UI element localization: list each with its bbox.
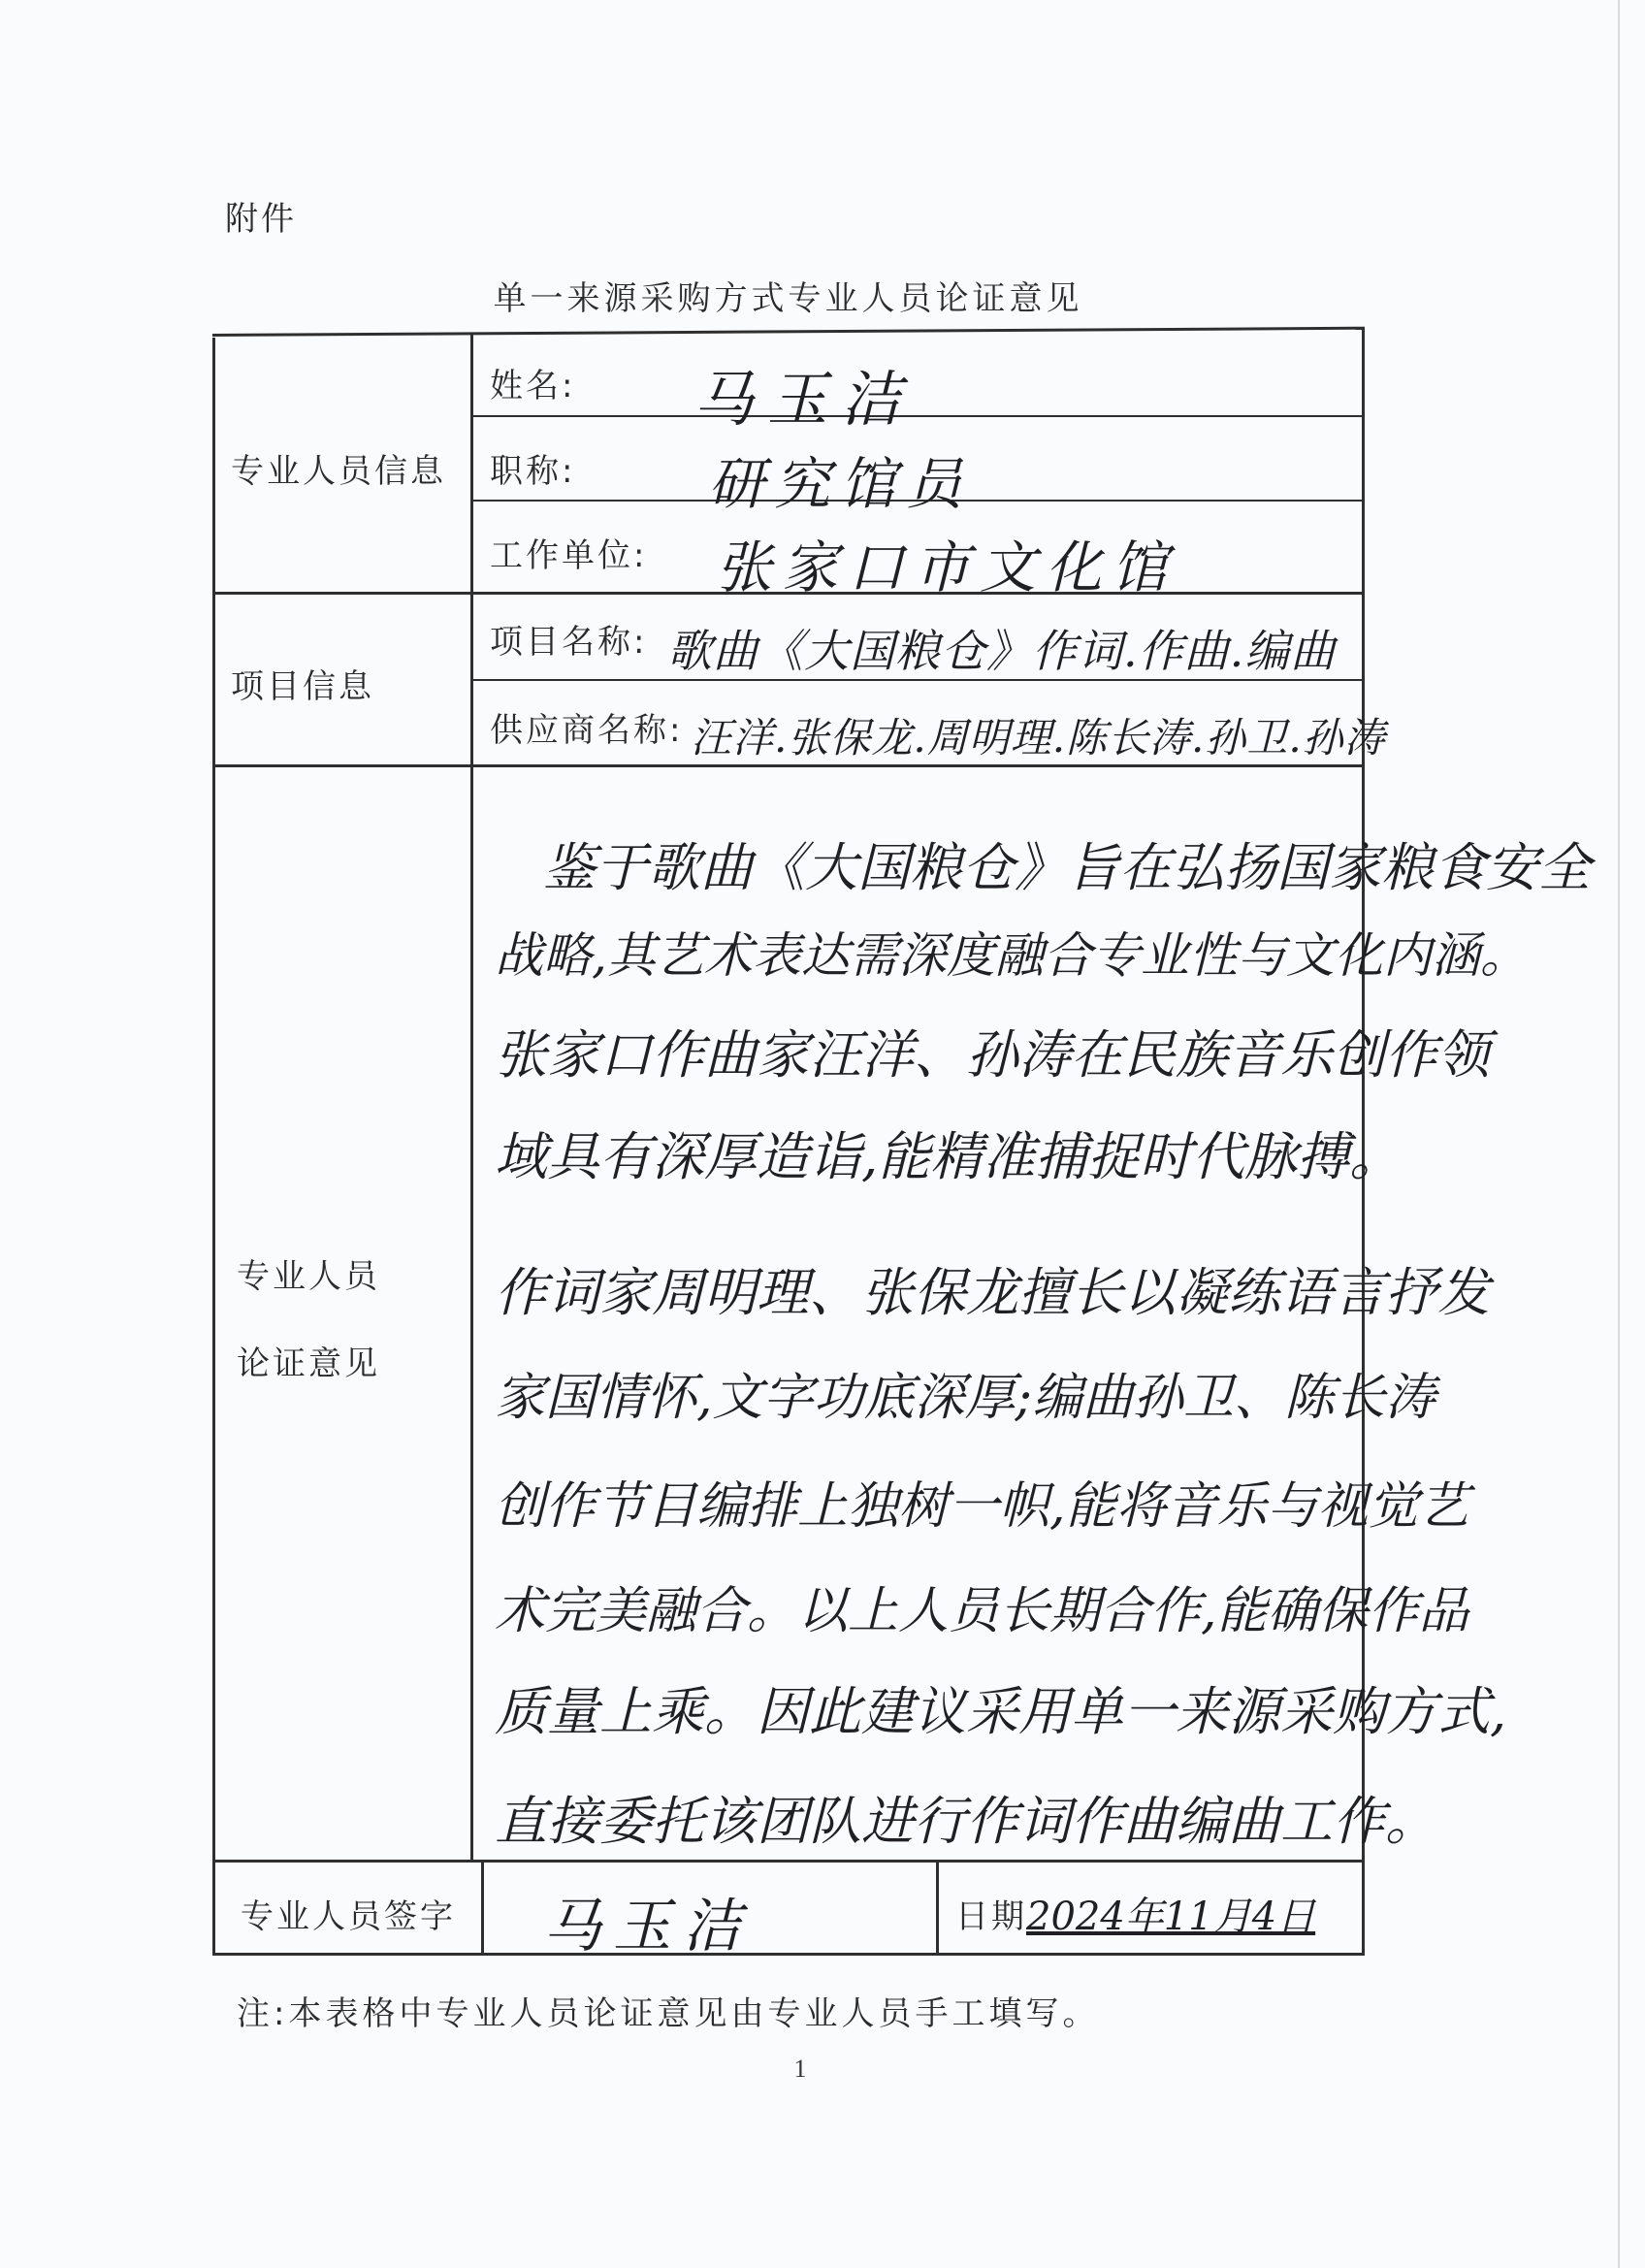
opinion-line: 张家口作曲家汪洋、孙涛在民族音乐创作领 bbox=[495, 1024, 1490, 1085]
project-name-value: 歌曲《大国粮仓》作词.作曲.编曲 bbox=[667, 625, 1337, 677]
page-number: 1 bbox=[793, 2055, 807, 2083]
date-label: 日期 bbox=[955, 1897, 1027, 1936]
name-value: 马玉洁 bbox=[693, 364, 916, 435]
opinion-line: 直接委托该团队进行作词作曲编曲工作。 bbox=[495, 1791, 1437, 1852]
document-title: 单一来源采购方式专业人员论证意见 bbox=[493, 279, 1083, 318]
opinion-line: 域具有深厚造诣,能精准捕捉时代脉搏。 bbox=[495, 1126, 1403, 1187]
opinion-line: 战略,其艺术表达需深度融合专业性与文化内涵。 bbox=[495, 927, 1529, 984]
unit-label: 工作单位: bbox=[490, 536, 648, 575]
date-value: 2024年11月4日 bbox=[1026, 1895, 1316, 1939]
project-info-label: 项目信息 bbox=[231, 667, 374, 706]
attachment-label: 附件 bbox=[225, 200, 297, 239]
opinion-label-line1: 专业人员 bbox=[237, 1257, 380, 1296]
name-label: 姓名: bbox=[490, 367, 576, 405]
signature-label: 专业人员签字 bbox=[241, 1897, 456, 1936]
title-label: 职称: bbox=[490, 452, 576, 491]
project-name-label: 项目名称: bbox=[490, 623, 648, 662]
personnel-info-label: 专业人员信息 bbox=[231, 452, 446, 491]
opinion-line: 术完美融合。以上人员长期合作,能确保作品 bbox=[495, 1582, 1469, 1640]
opinion-line: 创作节目编排上独树一帜,能将音乐与视觉艺 bbox=[495, 1477, 1469, 1536]
supplier-value: 汪洋.张保龙.周明理.陈长涛.孙卫.孙涛 bbox=[691, 714, 1386, 761]
opinion-line: 鉴于歌曲《大国粮仓》旨在弘扬国家粮食安全 bbox=[543, 837, 1591, 898]
opinion-line: 作词家周明理、张保龙擅长以凝练语言抒发 bbox=[495, 1262, 1490, 1323]
page-edge bbox=[1618, 0, 1620, 2268]
title-value: 研究馆员 bbox=[708, 451, 973, 517]
footnote: 注:本表格中专业人员论证意见由专业人员手工填写。 bbox=[237, 1994, 1100, 2033]
opinion-line: 质量上乘。因此建议采用单一来源采购方式, bbox=[495, 1681, 1507, 1742]
signature-value: 马玉洁 bbox=[543, 1893, 753, 1960]
opinion-line: 家国情怀,文字功底深厚;编曲孙卫、陈长涛 bbox=[495, 1369, 1436, 1427]
unit-value: 张家口市文化馆 bbox=[716, 535, 1178, 600]
opinion-label-line2: 论证意见 bbox=[237, 1345, 380, 1383]
supplier-label: 供应商名称: bbox=[490, 711, 684, 750]
